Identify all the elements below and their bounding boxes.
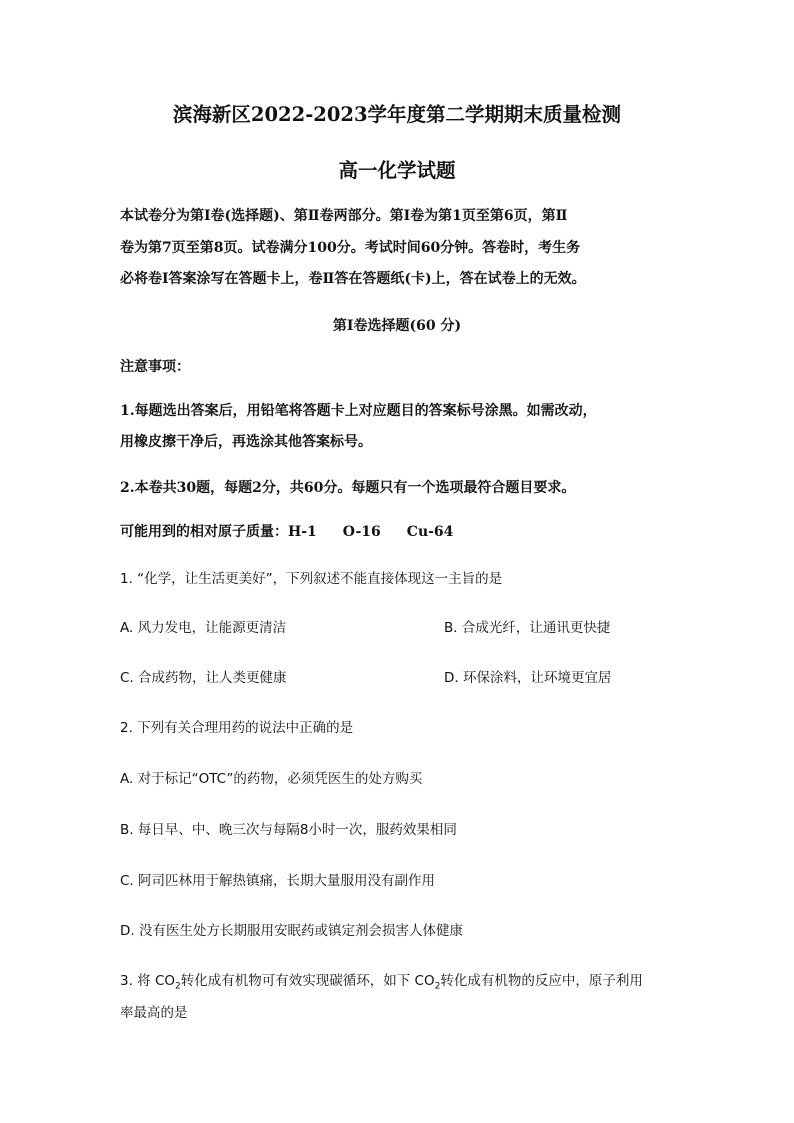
question-2-option-b: B. 每日早、中、晚三次与每隔8小时一次，服药效果相同 [120,822,457,838]
question-1-stem: 1. “化学，让生活更美好”，下列叙述不能直接体现这一主旨的是 [120,571,503,587]
question-1-option-d: D. 环保涂料，让环境更宜居 [444,670,612,686]
question-1-option-c: C. 合成药物，让人类更健康 [120,670,287,686]
question-3-stem-part-1: 3. 将 CO [120,973,176,989]
atomic-mass-o: O-16 [342,524,381,540]
question-1-option-a: A. 风力发电，让能源更清洁 [120,620,287,636]
question-3-stem-line-1 [120,971,643,997]
intro-line-2: 卷为第7页至第8页。试卷满分100分。考试时间60分钟。答卷时，考生务 [120,240,581,256]
question-3-stem-line-2: 率最高的是 [120,1005,188,1021]
question-3-stem-part-2: 转化成有机物可有效实现碳循环，如下 CO [180,973,435,989]
question-3-stem-part-3: 转化成有机物的反应中，原子利用 [440,973,643,989]
intro-line-1: 本试卷分为第Ⅰ卷(选择题)、第Ⅱ卷两部分。第Ⅰ卷为第1页至第6页，第Ⅱ [120,208,568,224]
intro-line-3: 必将卷Ⅰ答案涂写在答题卡上，卷Ⅱ答在答题纸(卡)上，答在试卷上的无效。 [120,271,586,287]
question-2-option-d: D. 没有医生处方长期服用安眠药或镇定剂会损害人体健康 [120,923,463,939]
atomic-mass-h: H-1 [288,524,317,540]
question-2-option-a: A. 对于标记“OTC”的药物，必须凭医生的处方购买 [120,771,423,787]
question-3-subscript-2: 2 [434,981,441,992]
atomic-mass-line [120,522,453,542]
atomic-mass-label: 可能用到的相对原子质量： [120,524,288,540]
exam-subtitle: 高一化学试题 [338,159,456,182]
note-item-2: 2.本卷共30题，每题2分，共60分。每题只有一个选项最符合题目要求。 [120,480,576,496]
note-item-1-line-2: 用橡皮擦干净后，再选涂其他答案标号。 [120,434,372,450]
notes-heading: 注意事项： [120,359,190,375]
question-3-subscript-1: 2 [175,981,181,992]
question-2-stem: 2. 下列有关合理用药的说法中正确的是 [120,720,354,736]
question-1-option-b: B. 合成光纤，让通讯更快捷 [444,620,611,636]
exam-title: 滨海新区2022-2023学年度第二学期期末质量检测 [172,103,622,126]
section-title: 第Ⅰ卷选择题(60 分) [332,318,462,334]
note-item-1-line-1: 1.每题选出答案后，用铅笔将答题卡上对应题目的答案标号涂黑。如需改动， [120,403,597,419]
atomic-mass-cu: Cu-64 [406,524,454,540]
question-2-option-c: C. 阿司匹林用于解热镇痛，长期大量服用没有副作用 [120,873,436,889]
